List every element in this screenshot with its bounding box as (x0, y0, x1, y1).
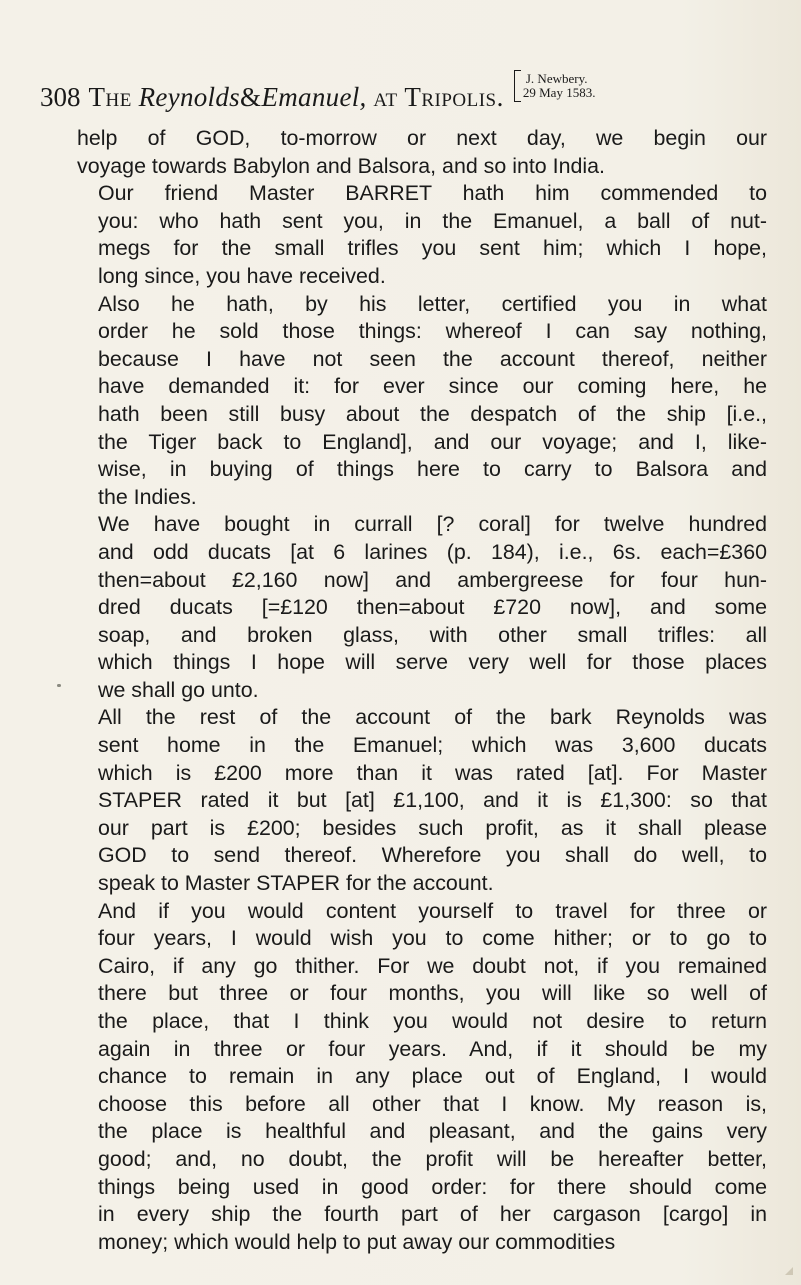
text-line: in every ship the fourth part of her cargason [cargo] in (98, 1202, 767, 1227)
text-line: soap, and broken glass, with other small trifles: all (98, 622, 767, 647)
text-line: the place, that I think you would not desire to return (98, 1009, 767, 1033)
margin-note-name: J. Newbery. (525, 71, 588, 86)
paragraph (77, 511, 767, 704)
page-corner (785, 1267, 793, 1275)
text-line: there but three or four months, you will like so well of (98, 981, 767, 1006)
text-line: order he sold those things: whereof I can say nothing, (98, 319, 767, 344)
title-emanuel: Emanuel, (261, 82, 367, 112)
text-line: Cairo, if any go thither. For we doubt not, if you remained (98, 953, 767, 978)
paragraph (77, 125, 767, 180)
text-line: you: who hath sent you, in the Emanuel, a ball of nut- (98, 208, 767, 233)
text-line: hath been still busy about the despatch of the ship [i.e., (98, 401, 767, 426)
paragraph (77, 704, 767, 897)
title-place: Tripolis. (404, 82, 504, 112)
text-line: chance to remain in any place out of England, I would (98, 1064, 767, 1089)
page-number: 308 (40, 82, 81, 112)
text-line: wise, in buying of things here to carry to Balsora and (98, 457, 767, 482)
text-line: STAPER rated it but [at] £1,100, and it is £1,300: so that (98, 788, 767, 813)
text-line: We have bought in currall [? coral] for twelve hundred (98, 512, 767, 537)
text-line: Our friend Master BARRET hath him commended to (98, 181, 767, 206)
margin-note-date: 29 May 1583. (522, 85, 596, 100)
text-line: good; and, no doubt, the profit will be hereafter better, (98, 1146, 767, 1171)
text-line: choose this before all other that I know. My reason is, (98, 1091, 767, 1116)
bracket-mark (514, 70, 521, 102)
text-line: the Tiger back to England], and our voyage; and I, like- (98, 429, 767, 454)
text-line: help of GOD, to-morrow or next day, we begin our (77, 126, 767, 150)
text-line: things being used in good order: for there should come (98, 1174, 767, 1199)
title-the: The (88, 82, 132, 112)
text-line: megs for the small trifles you sent him; which I hope, (98, 236, 767, 261)
text-line: we shall go unto. (98, 677, 259, 702)
text-line: long since, you have received. (98, 263, 386, 288)
text-line: four years, I would wish you to come hither; or to go to (98, 926, 767, 951)
paragraph (77, 291, 767, 512)
text-line: All the rest of the account of the bark Reynolds was (98, 705, 767, 730)
text-line: Also he hath, by his letter, certified you in what (98, 291, 767, 316)
text-line: the place is healthful and pleasant, and the gains very (98, 1119, 767, 1144)
text-line: which things I hope will serve very well for those places (98, 650, 767, 675)
margin-note (514, 70, 596, 102)
text-line: dred ducats [=£120 then=about £720 now], and some (98, 595, 767, 620)
title-reynolds: Reynolds (138, 82, 240, 112)
text-line: GOD to send thereof. Wherefore you shall do well, to (98, 843, 767, 868)
text-line: And if you would content yourself to travel for three or (98, 898, 767, 923)
text-line: because I have not seen the account thereof, neither (98, 346, 767, 371)
running-head (40, 71, 740, 114)
text-line: our part is £200; besides such profit, as it shall please (98, 815, 767, 840)
text-line: voyage towards Babylon and Balsora, and so into India. (77, 153, 605, 178)
title-ampersand: & (239, 82, 262, 112)
paragraph (77, 180, 767, 290)
text-line: and odd ducats [at 6 larines (p. 184), i.e., 6s. each=£360 (98, 539, 767, 564)
text-line: have demanded it: for ever since our coming here, he (98, 374, 767, 399)
paragraph (77, 898, 767, 1257)
page-speck (57, 684, 61, 687)
text-line: sent home in the Emanuel; which was 3,600 ducats (98, 733, 767, 758)
title-at: at (373, 82, 398, 112)
text-line: again in three or four years. And, if it should be my (98, 1036, 767, 1061)
text-line: money; which would help to put away our commodities (98, 1229, 616, 1254)
body-text (77, 125, 767, 1256)
text-line: speak to Master STAPER for the account. (98, 871, 494, 896)
text-line: which is £200 more than it was rated [at]. For Master (98, 760, 767, 785)
text-line: the Indies. (98, 484, 197, 509)
text-line: then=about £2,160 now] and ambergreese for four hun- (98, 567, 767, 592)
